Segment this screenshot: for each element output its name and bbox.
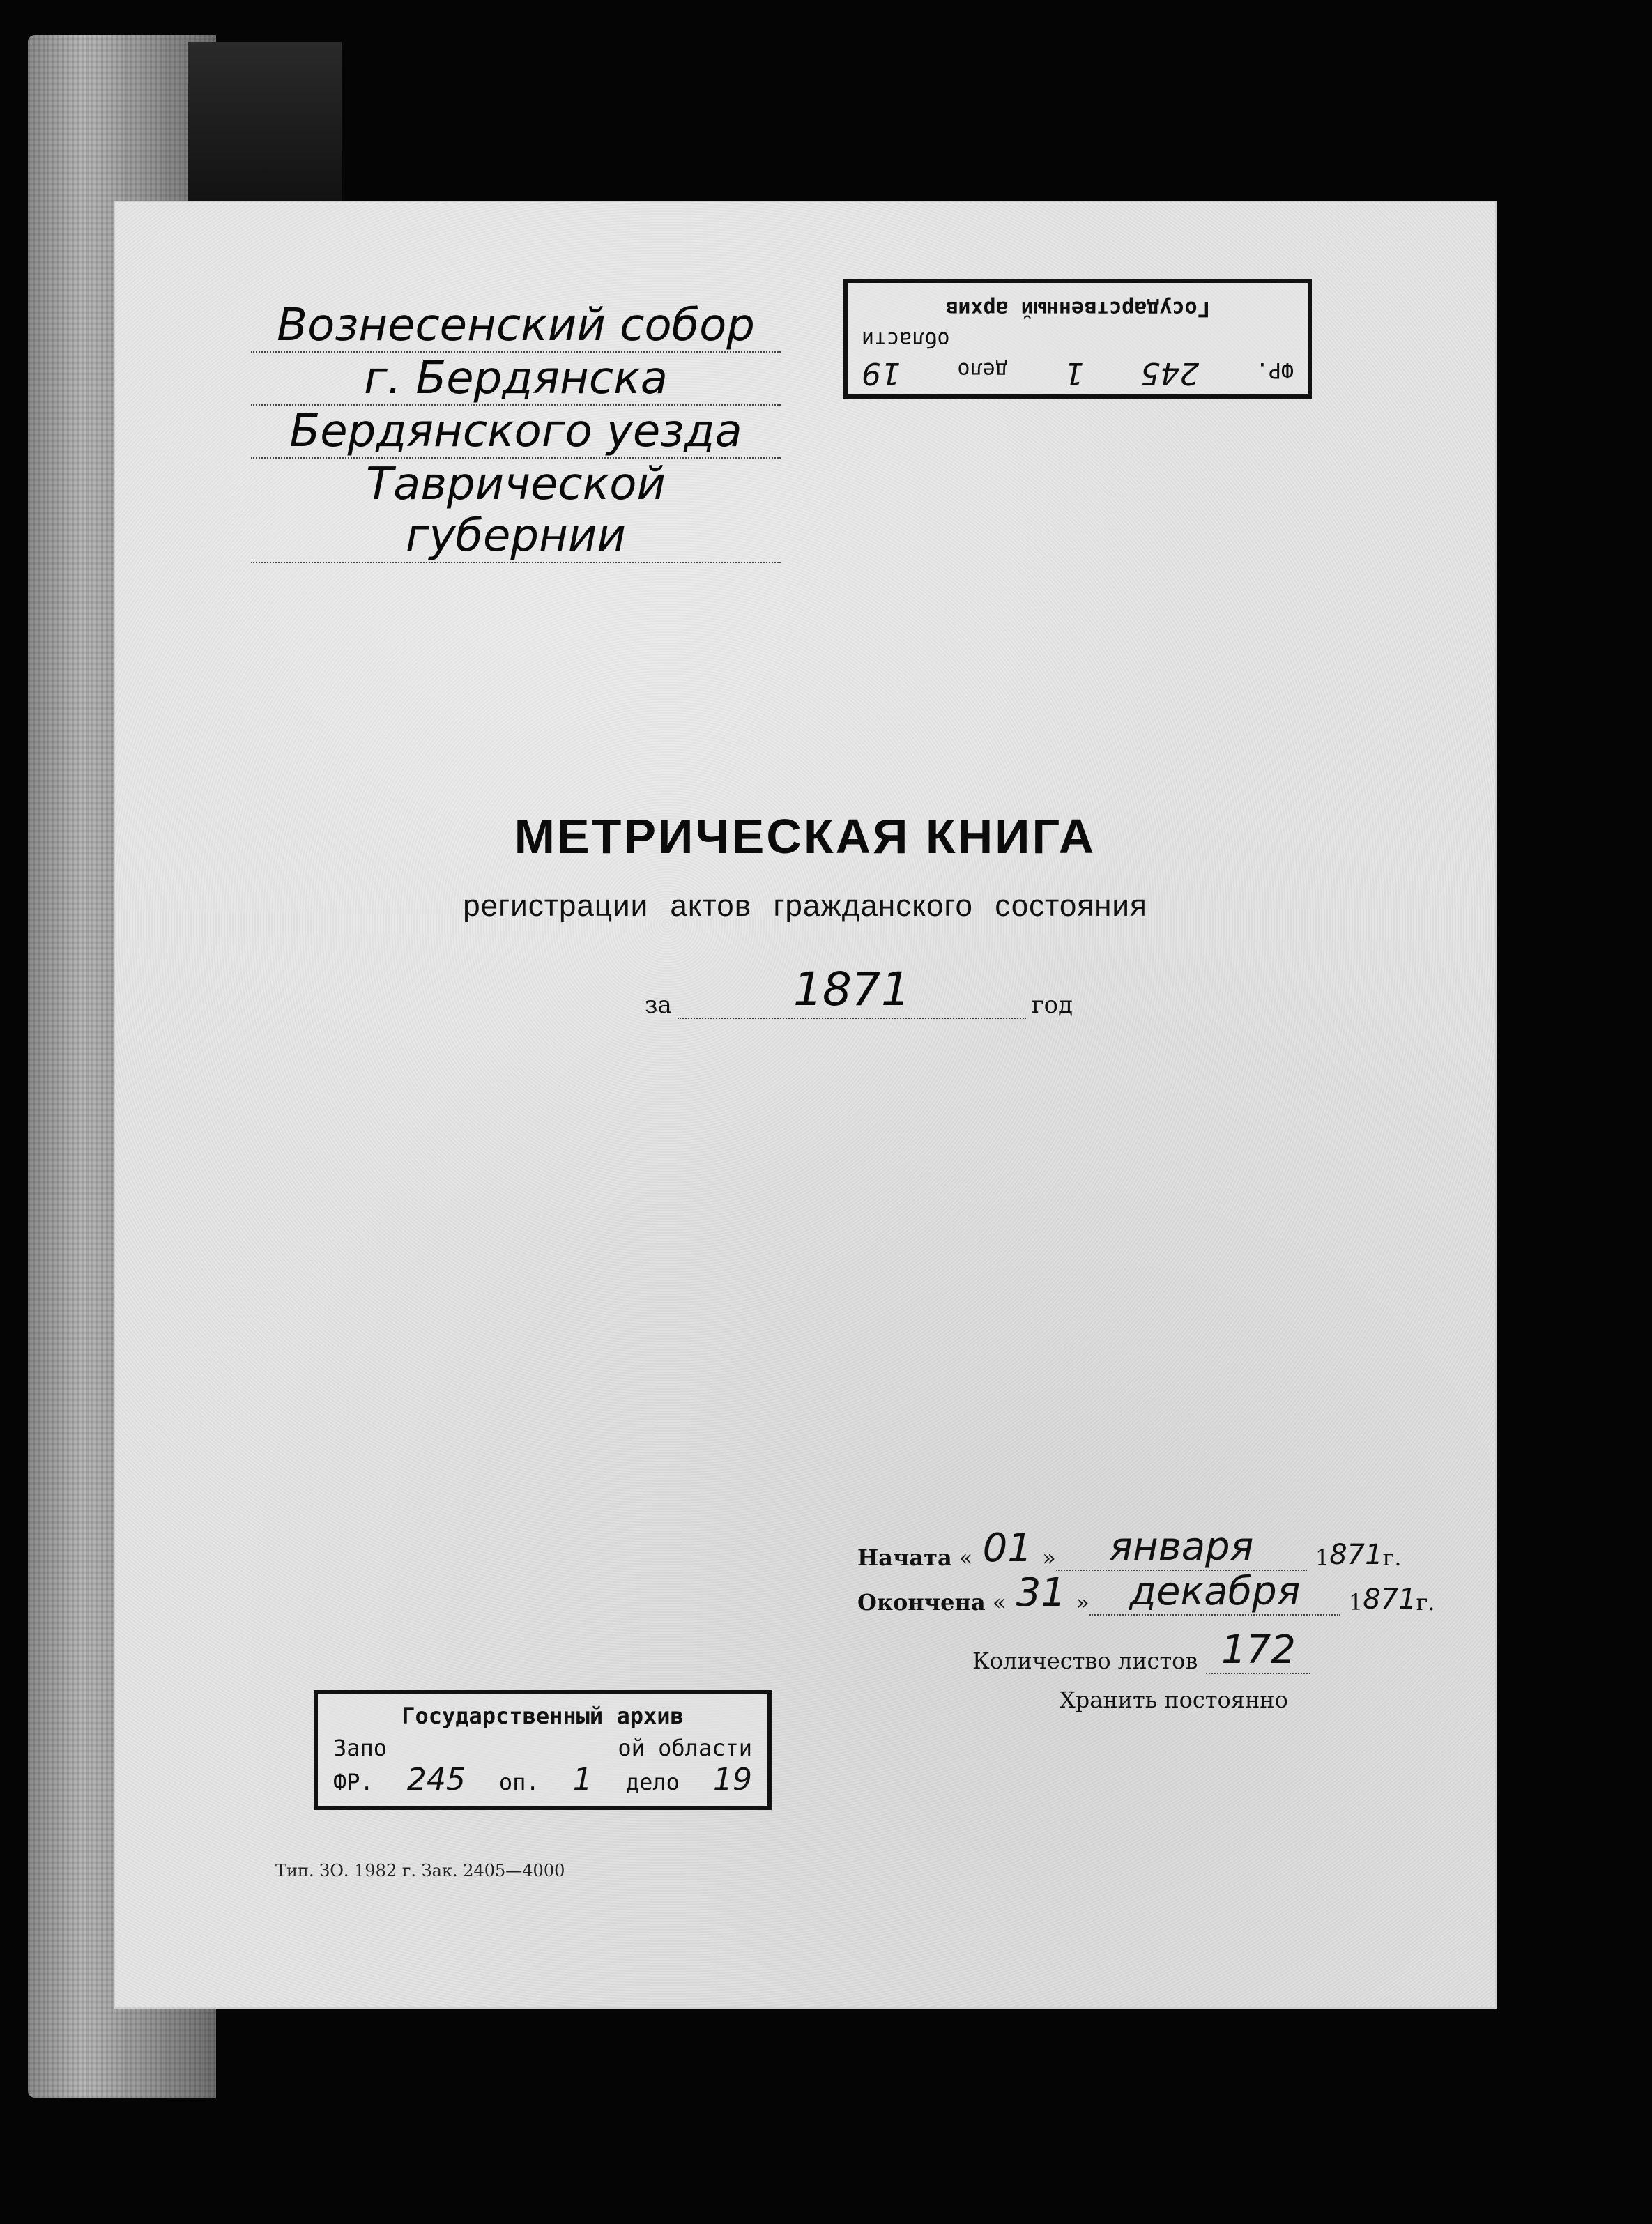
year-line xyxy=(645,962,1073,1019)
start-year-prefix: 1 xyxy=(1315,1544,1330,1571)
stamp-archive-name: Государственный архив xyxy=(401,1703,684,1729)
institution-line: Таврической губернии xyxy=(251,459,781,563)
stamp-case-label: дело xyxy=(625,1769,680,1795)
sheet-count-label: Количество листов xyxy=(972,1648,1198,1674)
institution-name xyxy=(251,300,781,563)
institution-line: г. Бердянска xyxy=(251,353,781,406)
year-suffix: год xyxy=(1031,991,1073,1019)
stamp-region: области xyxy=(862,327,950,351)
stamp-case-value: 19 xyxy=(712,1762,752,1797)
start-date-row xyxy=(857,1526,1435,1571)
start-month: января xyxy=(1056,1524,1307,1571)
archive-stamp-top xyxy=(843,279,1312,399)
end-date-row xyxy=(857,1571,1435,1616)
end-close-quote: » xyxy=(1076,1589,1089,1616)
end-open-quote: « xyxy=(992,1589,1007,1616)
institution-line: Вознесенский собор xyxy=(251,300,781,353)
stamp-inventory-value: 1 xyxy=(1064,355,1085,391)
year-prefix: за xyxy=(645,991,672,1019)
stamp-region-part: ой области xyxy=(618,1735,752,1761)
start-day: 01 xyxy=(982,1526,1032,1571)
end-year-prefix: 1 xyxy=(1348,1589,1363,1616)
end-day: 31 xyxy=(1016,1570,1066,1616)
sheet-count xyxy=(972,1627,1310,1674)
stamp-region-part: Запо xyxy=(333,1735,388,1761)
institution-line: Бердянского уезда xyxy=(251,406,781,459)
start-label: Начата xyxy=(857,1544,952,1571)
stamp-inventory-label: оп. xyxy=(498,1769,540,1795)
start-open-quote: « xyxy=(958,1544,973,1571)
archive-stamp-bottom xyxy=(314,1690,772,1810)
book-title: МЕТРИЧЕСКАЯ КНИГА xyxy=(514,809,1096,864)
stamp-inventory-value: 1 xyxy=(572,1762,592,1797)
stamp-fund-value: 245 xyxy=(406,1762,466,1797)
start-close-quote: » xyxy=(1042,1544,1056,1571)
end-year: 871 xyxy=(1363,1583,1416,1616)
date-range xyxy=(857,1526,1435,1616)
book-spine-shadow xyxy=(188,42,342,209)
book-cover xyxy=(115,202,1495,2007)
stamp-archive-name: Государственный архив xyxy=(945,296,1210,321)
stamp-fund-label: ФР. xyxy=(333,1769,374,1795)
stamp-case-value: 19 xyxy=(862,355,901,391)
start-year-suffix: г. xyxy=(1382,1544,1402,1571)
print-imprint: Тип. ЗО. 1982 г. Зак. 2405—4000 xyxy=(275,1861,565,1880)
stamp-case-label: дело xyxy=(957,358,1008,382)
year-value: 1871 xyxy=(678,962,1026,1019)
stamp-fund-label: ФР. xyxy=(1255,358,1294,382)
start-year: 871 xyxy=(1329,1539,1383,1571)
stamp-fund-value: 245 xyxy=(1140,355,1200,391)
book-subtitle: регистрации актов гражданского состояния xyxy=(463,889,1147,923)
retention-note: Хранить постоянно xyxy=(1060,1687,1288,1713)
sheet-count-value: 172 xyxy=(1206,1627,1310,1674)
end-month: декабря xyxy=(1089,1569,1340,1616)
end-label: Окончена xyxy=(857,1589,986,1616)
end-year-suffix: г. xyxy=(1416,1589,1435,1616)
